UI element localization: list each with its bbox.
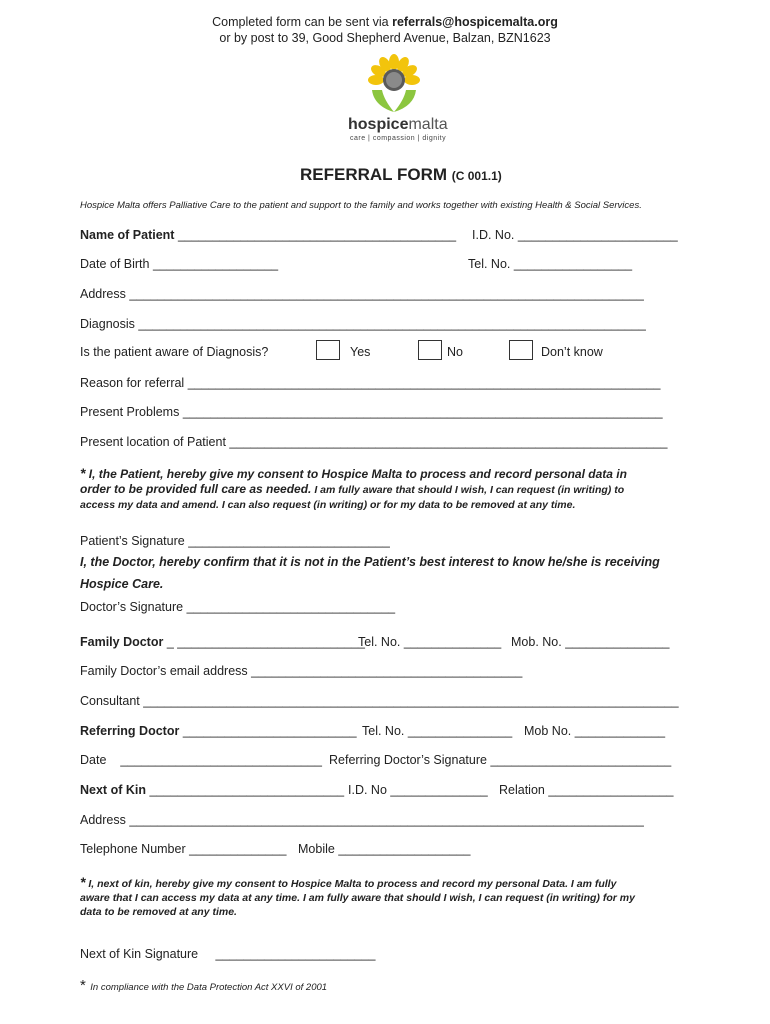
date-of-birth-field[interactable]: Date of Birth __________________ [80,257,279,271]
doctor-confirm-line-1: I, the Doctor, hereby confirm that it is not in the Patient’s best interest to know he/she is receiving [80,555,660,569]
kin-mobile-field[interactable]: Mobile ___________________ [298,842,471,856]
family-doctor-tel-field[interactable]: Tel. No. ______________ [358,635,502,649]
date-field[interactable]: Date _____________________________ [80,753,322,767]
aware-question: Is the patient aware of Diagnosis? [80,345,269,359]
tel-no-field[interactable]: Tel. No. _________________ [468,257,633,271]
header-line-2: or by post to 39, Good Shepherd Avenue, Balzan, BZN1623 [219,31,551,45]
yes-checkbox[interactable] [316,340,340,360]
yes-label: Yes [350,345,371,359]
kin-consent: * I, next of kin, hereby give my consent to Hospice Malta to process and record my personal Data. I am fully aware that I can access my data at any time. I am fully aware that should I wish, I can request (in writing) for my data to be removed at any time. [80,874,635,918]
reason-for-referral-field[interactable]: Reason for referral ____________________________________________________________________ [80,376,661,390]
kin-telephone-field[interactable]: Telephone Number ______________ [80,842,287,856]
no-checkbox[interactable] [418,340,442,360]
kin-relation-field[interactable]: Relation __________________ [499,783,674,797]
present-problems-field[interactable]: Present Problems _____________________________________________________________________ [80,405,663,419]
kin-signature-field[interactable]: Next of Kin Signature _______________________ [80,947,376,961]
referral-email[interactable]: referrals@hospicemalta.org [392,15,558,29]
referring-doctor-tel-field[interactable]: Tel. No. _______________ [362,724,513,738]
referring-doctor-field[interactable]: Referring Doctor _________________________ [80,724,357,738]
next-of-kin-field[interactable]: Next of Kin ____________________________ [80,783,345,797]
family-doctor-field[interactable]: Family Doctor _ ___________________________ [80,635,365,649]
referring-doctor-mob-field[interactable]: Mob No. _____________ [524,724,666,738]
footnote: * In compliance with the Data Protection Act XXVI of 2001 [80,977,328,994]
doctor-confirm-line-2: Hospice Care. [80,577,164,591]
intro-text: Hospice Malta offers Palliative Care to the patient and support to the family and works together with existing Health & Social Services. [80,200,642,211]
id-no-field[interactable]: I.D. No. _______________________ [472,228,678,242]
diagnosis-field[interactable]: Diagnosis _________________________________________________________________________ [80,317,646,331]
header-prefix: Completed form can be sent via [212,15,393,29]
referring-doctor-signature-field[interactable]: Referring Doctor’s Signature __________________________ [329,753,672,767]
no-label: No [447,345,463,359]
patient-consent: * I, the Patient, hereby give my consent to Hospice Malta to process and record personal data in order to be provided full care as needed. I am fully aware that should I wish, I can request (in writing) to access my data and amend. I can also request (in writing) or for my data to be removed at any time. [80,465,627,511]
sunflower-logo-icon [364,54,424,114]
logo-name: hospicemalta [348,116,448,133]
doctor-signature-field[interactable]: Doctor’s Signature ______________________________ [80,600,396,614]
address-field[interactable]: Address __________________________________________________________________________ [80,287,644,301]
logo-tagline: care | compassion | dignity [350,135,447,142]
kin-address-field[interactable]: Address __________________________________________________________________________ [80,813,644,827]
consultant-field[interactable]: Consultant _____________________________________________________________________________ [80,694,679,708]
form-title: REFERRAL FORM (C 001.1) [300,165,502,184]
present-location-field[interactable]: Present location of Patient _______________________________________________________________ [80,435,668,449]
dont-know-label: Don’t know [541,345,603,359]
dont-know-checkbox[interactable] [509,340,533,360]
name-of-patient-field[interactable]: Name of Patient ________________________________________ [80,228,457,242]
family-doctor-email-field[interactable]: Family Doctor’s email address _______________________________________ [80,664,523,678]
patient-signature-field[interactable]: Patient’s Signature _____________________________ [80,534,390,548]
family-doctor-mob-field[interactable]: Mob. No. _______________ [511,635,670,649]
header-line-1 [0,15,770,29]
kin-id-field[interactable]: I.D. No ______________ [348,783,488,797]
